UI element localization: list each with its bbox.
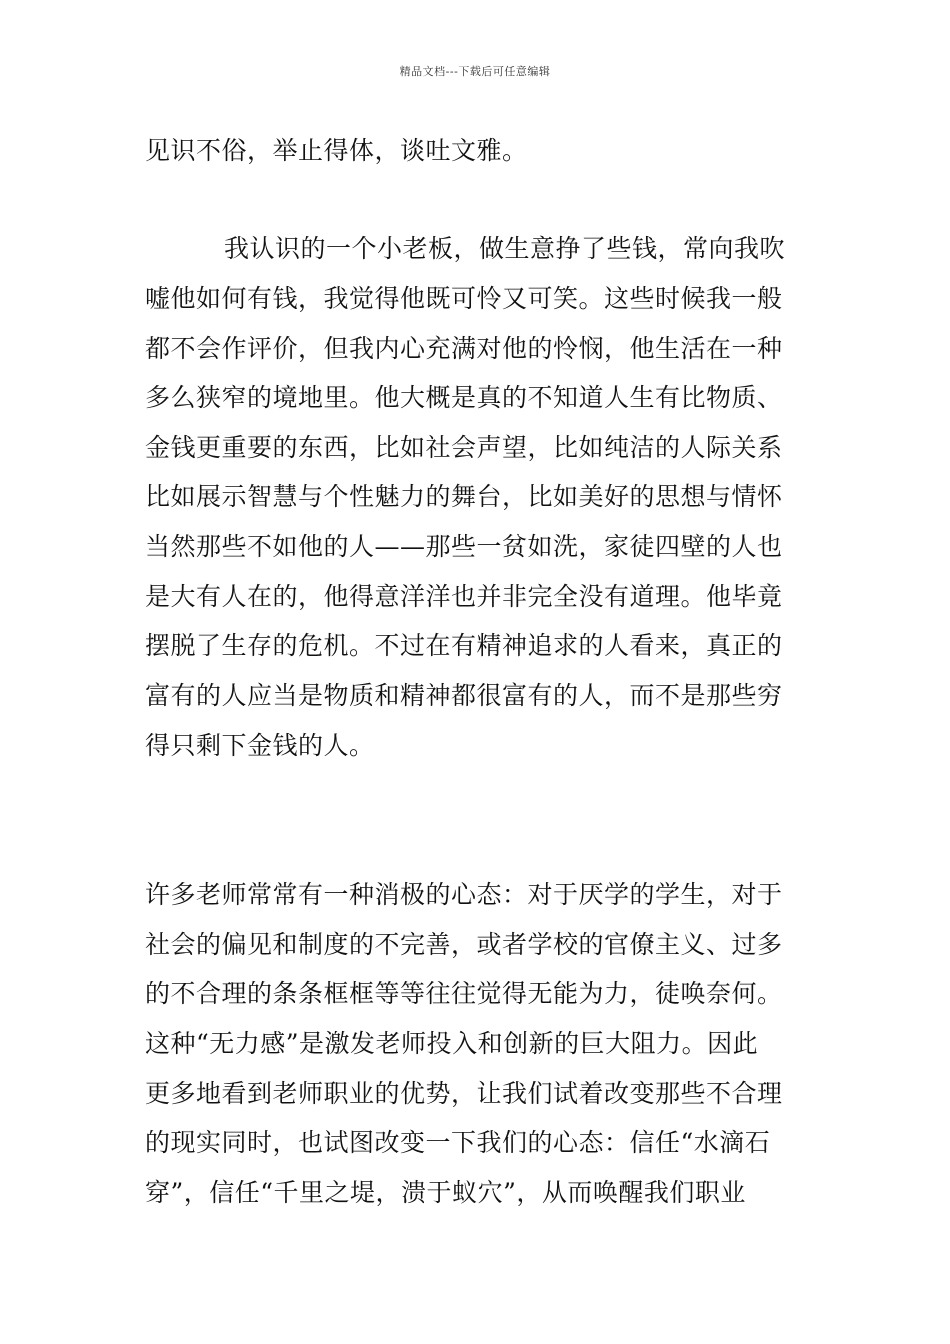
paragraph-2-line-7: 当然那些不如他的人——那些一贫如洗，家徒四壁的人也 — [145, 532, 783, 561]
paragraph-3-line-6: 的现实同时，也试图改变一下我们的心态：信任“水滴石 — [145, 1128, 771, 1157]
paragraph-2-line-10: 富有的人应当是物质和精神都很富有的人，而不是那些穷 — [145, 681, 783, 710]
paragraph-3-line-3: 的不合理的条条框框等等往往觉得无能为力，徒唤奈何。 — [145, 979, 783, 1008]
paragraph-2-line-8: 是大有人在的，他得意洋洋也并非完全没有道理。他毕竟 — [145, 582, 783, 611]
paragraph-2-line-4: 多么狭窄的境地里。他大概是真的不知道人生有比物质、 — [145, 383, 783, 412]
paragraph-2-line-9: 摆脱了生存的危机。不过在有精神追求的人看来，真正的 — [145, 631, 783, 660]
paragraph-2-line-1: 我认识的一个小老板，做生意挣了些钱，常向我吹 — [224, 234, 786, 263]
paragraph-3-line-4: 这种“无力感”是激发老师投入和创新的巨大阻力。因此 — [145, 1029, 759, 1058]
paragraph-3-line-7: 穿”，信任“千里之堤，溃于蚁穴”，从而唤醒我们职业 — [145, 1178, 746, 1207]
paragraph-2-line-6: 比如展示智慧与个性魅力的舞台，比如美好的思想与情怀 — [145, 482, 783, 511]
paragraph-3-line-5: 更多地看到老师职业的优势，让我们试着改变那些不合理 — [145, 1079, 783, 1108]
page-header: 精品文档---下载后可任意编辑 — [399, 65, 551, 78]
paragraph-2-line-3: 都不会作评价，但我内心充满对他的怜悯，他生活在一种 — [145, 334, 783, 363]
paragraph-1-line-1: 见识不俗，举止得体，谈吐文雅。 — [145, 136, 528, 165]
paragraph-2-line-5: 金钱更重要的东西，比如社会声望，比如纯洁的人际关系 — [145, 433, 783, 462]
paragraph-2-line-2: 嘘他如何有钱，我觉得他既可怜又可笑。这些时候我一般 — [145, 284, 783, 313]
paragraph-3-line-2: 社会的偏见和制度的不完善，或者学校的官僚主义、过多 — [145, 930, 783, 959]
paragraph-3-line-1: 许多老师常常有一种消极的心态：对于厌学的学生，对于 — [145, 880, 783, 909]
paragraph-2-line-11: 得只剩下金钱的人。 — [145, 731, 375, 760]
